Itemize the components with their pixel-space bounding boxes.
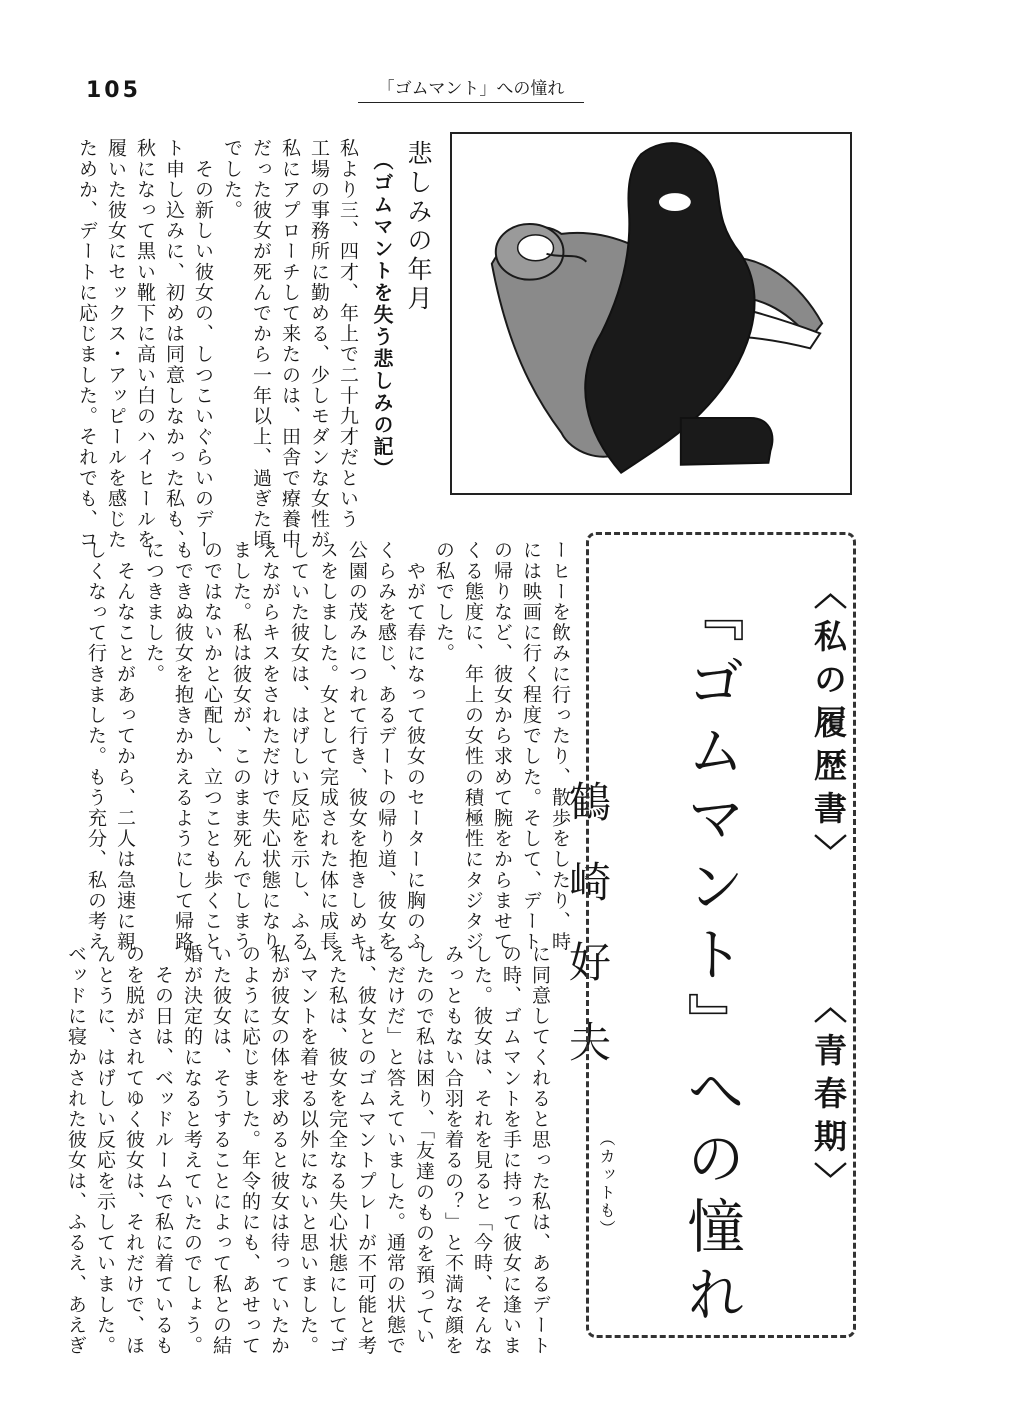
section-title: 悲しみの年月 bbox=[404, 140, 433, 314]
text-line: ベッドに寝かされた彼女は、ふるえ、あえぎ bbox=[65, 944, 87, 1356]
text-line: ムマントを着せる以外にないと思いました。 bbox=[297, 944, 319, 1356]
text-line: 私より三、四才、年上で二十九才だという bbox=[337, 138, 359, 530]
text-line: の帰りなど、彼女から求めて腕をからませて bbox=[491, 540, 513, 952]
section-subtitle: （ゴムマントを失う悲しみの記） bbox=[370, 150, 394, 480]
text-line: えながらキスをされただけで失心状態になり bbox=[259, 540, 281, 952]
text-line: には映画に行く程度でした。そして、デート bbox=[520, 540, 542, 952]
text-line: もできぬ彼女を抱きかかえるようにして帰路 bbox=[172, 540, 194, 952]
text-line: していた彼女は、はげしい反応を示し、ふる bbox=[288, 540, 310, 952]
text-line: のように応じました。年令的にも、あせって bbox=[239, 944, 261, 1356]
text-line: だった彼女が死んでから一年以上、過ぎた頃 bbox=[250, 138, 272, 550]
text-line: 履いた彼女にセックス・アッピールを感じた bbox=[105, 138, 127, 550]
author-name: 鶴崎好夫 bbox=[563, 780, 612, 1100]
text-line: の時、ゴムマントを手に持って彼女に逢いま bbox=[500, 944, 522, 1356]
text-line: は、彼女とのゴムマントプレーが不可能と考 bbox=[355, 944, 377, 1356]
text-line: やがて春になって彼女のセーターに胸のふ bbox=[404, 540, 426, 952]
series-label-part2: 〈青春期〉 bbox=[809, 990, 848, 1205]
body-column-top-left bbox=[72, 138, 362, 550]
text-line: につきました。 bbox=[143, 540, 165, 685]
text-line: るだけだ」と答えていました。通常の状態で bbox=[384, 944, 406, 1356]
text-line: いた彼女は、そうすることによって私との結 bbox=[210, 944, 232, 1356]
text-line: んとうに、はげしい反応を示していました。 bbox=[94, 944, 116, 1356]
text-line: したので私は困り、「友達のものを預ってい bbox=[413, 944, 435, 1347]
text-line: でした。 bbox=[221, 138, 243, 221]
text-line: 婚が決定的になると考えていたのでしょう。 bbox=[181, 944, 203, 1356]
body-column-bottom bbox=[65, 944, 554, 1356]
text-line: のを脱がされてゆく彼女は、それだけで、ほ bbox=[123, 944, 145, 1356]
text-line: 公園の茂みにつれて行き、彼女を抱きしめキ bbox=[346, 540, 368, 952]
text-line: した。彼女は、それを見ると「今時、そんな bbox=[471, 944, 493, 1356]
author-note: （カットも） bbox=[597, 1130, 616, 1238]
text-line: 私が彼女の体を求めると彼女は待っていたか bbox=[268, 944, 290, 1356]
text-line: ーヒーを飲みに行ったり、散歩をしたり、時 bbox=[549, 540, 571, 952]
series-label-part1: 〈私の履歴書〉 bbox=[809, 576, 848, 877]
text-line: その新しい彼女の、しつこいぐらいのデー bbox=[192, 138, 214, 550]
text-line: スをしました。女として完成された体に成長 bbox=[317, 540, 339, 952]
text-line: しくなって行きました。もう充分、私の考え bbox=[85, 540, 107, 952]
article-title: 『ゴムマント』への憧れ bbox=[677, 584, 745, 1332]
text-line: みっともない合羽を着るの？」と不満な顔を bbox=[442, 944, 464, 1356]
text-line: その日は、ベッドルームで私に着ているも bbox=[152, 944, 174, 1356]
running-head: 「ゴムマント」への憧れ bbox=[358, 78, 584, 103]
text-line: ためか、デートに応じました。それでも、コ bbox=[76, 138, 98, 550]
text-line: くらみを感じ、あるデートの帰り道、彼女を bbox=[375, 540, 397, 952]
body-column-mid-left bbox=[78, 540, 574, 952]
text-line: に同意してくれると思った私は、あるデート bbox=[529, 944, 551, 1356]
text-line: くる態度に、年上の女性の積極性にタジタジ bbox=[462, 540, 484, 952]
illustration-frame bbox=[450, 132, 852, 495]
page-number: 105 bbox=[86, 78, 141, 103]
text-line: 秋になって黒い靴下に高い白のハイヒールを bbox=[134, 138, 156, 550]
text-line: のではないかと心配し、立つことも歩くこと bbox=[201, 540, 223, 952]
text-line: そんなことがあってから、二人は急速に親 bbox=[114, 540, 136, 952]
text-line: ました。私は彼女が、このまま死んでしまう bbox=[230, 540, 252, 952]
rubber-cape-figure-illustration bbox=[452, 134, 850, 493]
text-line: の私でした。 bbox=[433, 540, 455, 664]
reclining-face bbox=[518, 235, 554, 261]
black-boot bbox=[681, 418, 773, 465]
text-line: 私にアプローチして来たのは、田舎で療養中 bbox=[279, 138, 301, 550]
text-line: ト申し込みに、初めは同意しなかった私も、 bbox=[163, 138, 185, 550]
text-line: 工場の事務所に勤める、少しモダンな女性が bbox=[308, 138, 330, 550]
text-line: えた私は、彼女を完全なる失心状態にしてゴ bbox=[326, 944, 348, 1356]
dark-figure-face bbox=[659, 193, 691, 211]
